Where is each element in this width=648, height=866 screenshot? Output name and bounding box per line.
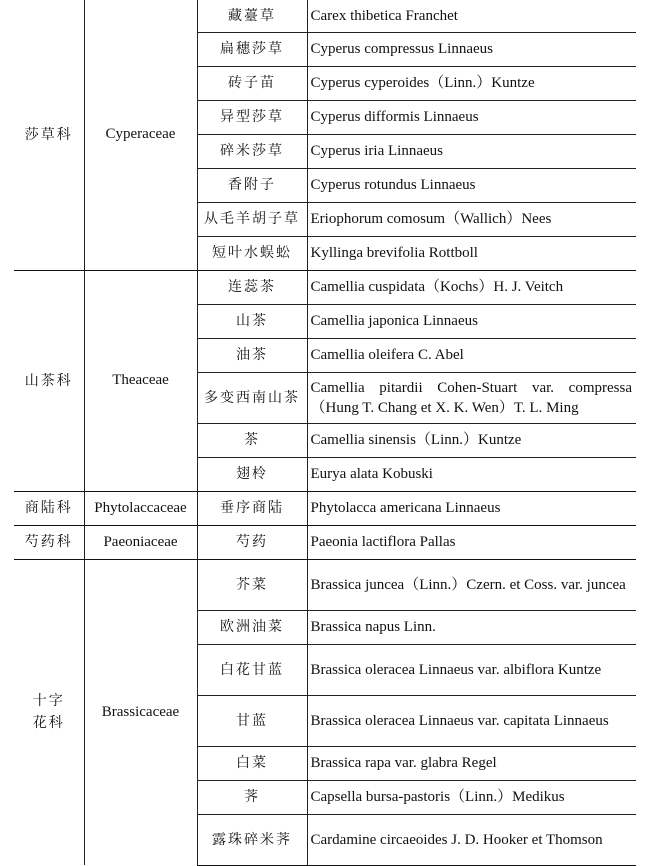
species-latin-cell: Capsella bursa-pastoris（Linn.）Medikus bbox=[307, 780, 636, 814]
species-latin-cell: Eurya alata Kobuski bbox=[307, 457, 636, 491]
species-cn-cell: 从毛羊胡子草 bbox=[197, 202, 307, 236]
species-cn-cell: 白花甘蓝 bbox=[197, 644, 307, 695]
species-latin-cell: Camellia cuspidata（Kochs）H. J. Veitch bbox=[307, 270, 636, 304]
species-cn-cell: 连蕊茶 bbox=[197, 270, 307, 304]
family-latin-cell: Cyperaceae bbox=[84, 0, 197, 270]
species-cn-cell: 扁穗莎草 bbox=[197, 32, 307, 66]
species-latin-cell: Paeonia lactiflora Pallas bbox=[307, 525, 636, 559]
species-latin-cell: Cyperus compressus Linnaeus bbox=[307, 32, 636, 66]
family-latin-cell: Paeoniaceae bbox=[84, 525, 197, 559]
family-latin-cell: Phytolaccaceae bbox=[84, 491, 197, 525]
species-latin-cell: Camellia oleifera C. Abel bbox=[307, 338, 636, 372]
family-cn-cell: 莎草科 bbox=[24, 126, 73, 143]
species-table-body bbox=[14, 0, 636, 865]
table-row bbox=[14, 559, 636, 610]
family-cn-cell: 十字花科 bbox=[14, 559, 84, 865]
species-latin-cell: Kyllinga brevifolia Rottboll bbox=[307, 236, 636, 270]
species-cn-cell: 芥菜 bbox=[197, 559, 307, 610]
species-cn-cell: 翅柃 bbox=[197, 457, 307, 491]
species-latin-cell: Cyperus difformis Linnaeus bbox=[307, 100, 636, 134]
species-latin-cell: Phytolacca americana Linnaeus bbox=[307, 491, 636, 525]
species-cn-cell: 垂序商陆 bbox=[197, 491, 307, 525]
species-cn-cell: 白菜 bbox=[197, 746, 307, 780]
species-latin-cell: Brassica napus Linn. bbox=[307, 610, 636, 644]
species-latin-cell: Cyperus iria Linnaeus bbox=[307, 134, 636, 168]
species-latin-cell: Brassica juncea（Linn.）Czern. et Coss. var. juncea bbox=[307, 559, 636, 610]
species-cn-cell: 茶 bbox=[197, 423, 307, 457]
species-cn-cell: 油茶 bbox=[197, 338, 307, 372]
species-cn-cell: 多变西南山茶 bbox=[197, 372, 307, 423]
table-row bbox=[14, 270, 636, 304]
species-cn-cell: 甘蓝 bbox=[197, 695, 307, 746]
species-cn-cell: 芍药 bbox=[197, 525, 307, 559]
species-cn-cell: 藏薹草 bbox=[197, 0, 307, 32]
species-cn-cell: 碎米莎草 bbox=[197, 134, 307, 168]
species-cn-cell: 异型莎草 bbox=[197, 100, 307, 134]
species-cn-cell: 荠 bbox=[197, 780, 307, 814]
table-row bbox=[14, 0, 636, 32]
species-latin-cell: Camellia pitardii Cohen-Stuart var. compressa（Hung T. Chang et X. K. Wen）T. L. Ming bbox=[307, 372, 636, 423]
family-latin-cell: Theaceae bbox=[84, 270, 197, 491]
species-latin-cell: Eriophorum comosum（Wallich）Nees bbox=[307, 202, 636, 236]
species-latin-cell: Carex thibetica Franchet bbox=[307, 0, 636, 32]
table-row bbox=[14, 491, 636, 525]
species-latin-cell: Brassica oleracea Linnaeus var. albiflora Kuntze bbox=[307, 644, 636, 695]
species-cn-cell: 欧洲油菜 bbox=[197, 610, 307, 644]
species-latin-cell: Brassica rapa var. glabra Regel bbox=[307, 746, 636, 780]
species-latin-cell: Cyperus cyperoides（Linn.）Kuntze bbox=[307, 66, 636, 100]
species-cn-cell: 短叶水蜈蚣 bbox=[197, 236, 307, 270]
species-table bbox=[14, 0, 636, 866]
species-cn-cell: 砖子苗 bbox=[197, 66, 307, 100]
species-cn-cell: 香附子 bbox=[197, 168, 307, 202]
species-latin-cell: Cyperus rotundus Linnaeus bbox=[307, 168, 636, 202]
table-row bbox=[14, 525, 636, 559]
species-cn-cell: 露珠碎米荠 bbox=[197, 814, 307, 865]
species-latin-cell: Cardamine circaeoides J. D. Hooker et Thomson bbox=[307, 814, 636, 865]
family-cn-cell: 芍药科 bbox=[14, 525, 84, 559]
family-cn-cell: 商陆科 bbox=[14, 491, 84, 525]
family-latin-cell: Brassicaceae bbox=[84, 559, 197, 865]
species-latin-cell: Camellia japonica Linnaeus bbox=[307, 304, 636, 338]
species-latin-cell: Brassica oleracea Linnaeus var. capitata Linnaeus bbox=[307, 695, 636, 746]
species-cn-cell: 山茶 bbox=[197, 304, 307, 338]
species-latin-cell: Camellia sinensis（Linn.）Kuntze bbox=[307, 423, 636, 457]
family-cn-cell: 山茶科 bbox=[14, 270, 84, 491]
